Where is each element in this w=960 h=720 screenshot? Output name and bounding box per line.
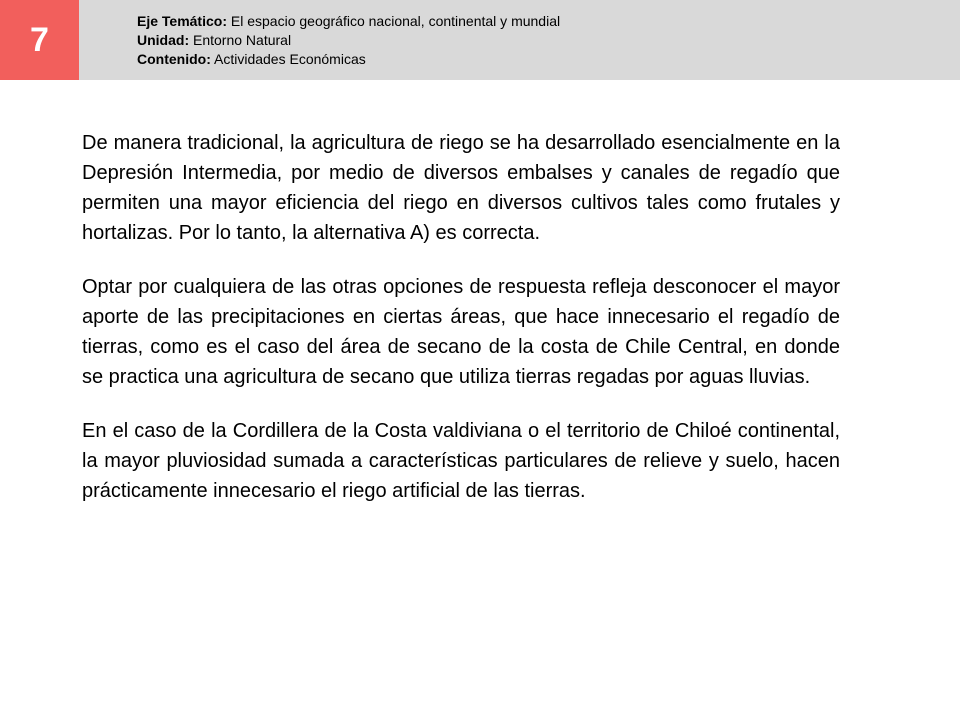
header-metadata (137, 12, 560, 69)
unidad-line (137, 31, 560, 50)
contenido-label: Contenido: (137, 51, 211, 67)
body-text (82, 128, 840, 530)
contenido-value: Actividades Económicas (214, 51, 366, 67)
eje-line (137, 12, 560, 31)
paragraph: En el caso de la Cordillera de la Costa valdiviana o el territorio de Chiloé continental, la mayor pluviosidad sumada a características particulares de relieve y suelo, hacen prácticamente innecesario el riego artificial de las tierras. (82, 420, 840, 502)
eje-label: Eje Temático: (137, 13, 227, 29)
slide-number: 7 (30, 20, 49, 59)
eje-value: El espacio geográfico nacional, continental y mundial (230, 13, 561, 29)
unidad-label: Unidad: (137, 32, 190, 48)
paragraph: Optar por cualquiera de las otras opciones de respuesta refleja desconocer el mayor aporte de las precipitaciones en ciertas áreas, que hace innecesario el regadío de tierras, como es el caso del área de secano de la costa de Chile Central, en donde se practica una agricultura de secano que utiliza tierras regadas por aguas lluvias. (82, 276, 840, 388)
paragraph: De manera tradicional, la agricultura de riego se ha desarrollado esencialmente en la Depresión Intermedia, por medio de diversos embalses y canales de regadío que permiten una mayor eficiencia del riego en diversos cultivos tales como frutales y hortalizas. Por lo tanto, la alternativa A) es correcta. (82, 132, 840, 244)
unidad-value: Entorno Natural (193, 32, 292, 48)
slide-number-badge (0, 0, 79, 80)
contenido-line (137, 50, 560, 69)
